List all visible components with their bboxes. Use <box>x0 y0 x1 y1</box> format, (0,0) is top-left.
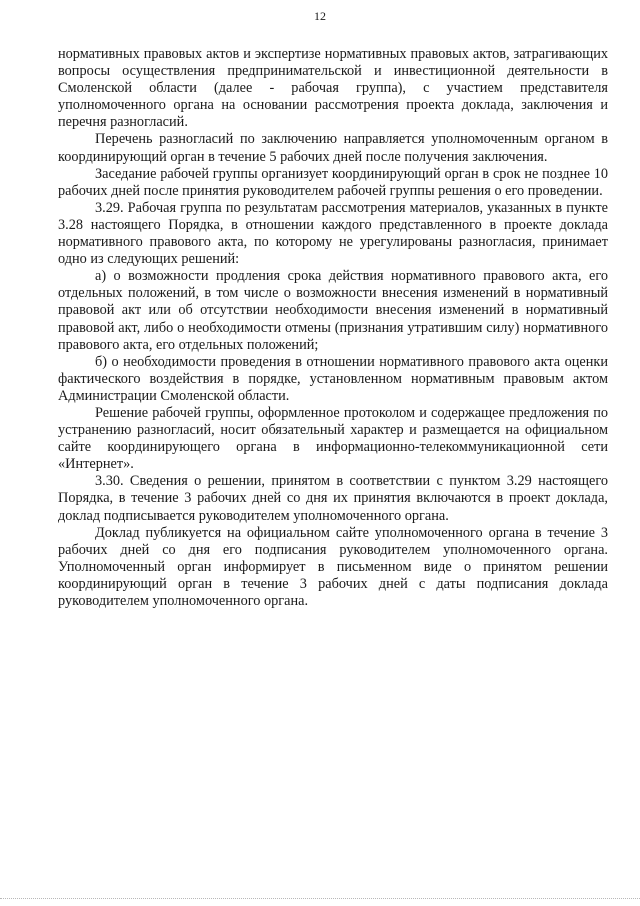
paragraph-3-29-item-b: б) о необходимости проведения в отношении нормативного правового акта оценки фактического воздействия в порядке, установленном нормативным правовым актом Администрации Смоленской области. <box>58 353 608 404</box>
paragraph-meeting-organization: Заседание рабочей группы организует координирующий орган в срок не позднее 10 рабочих дней после принятия руководителем рабочей группы решения о его проведении. <box>58 165 608 199</box>
paragraph-report-publication: Доклад публикуется на официальном сайте уполномоченного органа в течение 3 рабочих дней со дня его подписания руководителем уполномоченного органа. Уполномоченный орган информирует в письменном виде о принятом решении координирующий орган в течение 3 рабочих дней с даты подписания доклада руководителем уполномоченного органа. <box>58 524 608 609</box>
paragraph-working-group-continuation: нормативных правовых актов и экспертизе нормативных правовых актов, затрагивающих вопросы осуществления предпринимательской и инвестиционной деятельности в Смоленской области (далее - рабочая группа), с участием представителя уполномоченного органа на основании рассмотрения проекта доклада, заключения и перечня разногласий. <box>58 46 608 131</box>
document-body <box>58 46 608 610</box>
paragraph-3-30: 3.30. Сведения о решении, принятом в соответствии с пунктом 3.29 настоящего Порядка, в течение 3 рабочих дней со дня их принятия включаются в проект доклада, доклад подписывается руководителем уполномоченного органа. <box>58 473 608 524</box>
paragraph-3-29: 3.29. Рабочая группа по результатам рассмотрения материалов, указанных в пункте 3.28 настоящего Порядка, в отношении каждого представленного в проекте доклада нормативного правового акта, по которому не урегулированы разногласия, принимает одно из следующих решений: <box>58 199 608 268</box>
paragraph-disagreements-list: Перечень разногласий по заключению направляется уполномоченным органом в координирующий орган в течение 5 рабочих дней после получения заключения. <box>58 131 608 165</box>
paragraph-3-29-item-a: а) о возможности продления срока действия нормативного правового акта, его отдельных положений, в том числе о возможности внесения изменений в нормативный правовой акт или об отсутствии необходимости внесения изменений в нормативный правовой акт, либо о необходимости отмены (признания утратившим силу) нормативного правового акта, его отдельных положений; <box>58 268 608 353</box>
page-number: 12 <box>314 9 326 23</box>
paragraph-decision: Решение рабочей группы, оформленное протоколом и содержащее предложения по устранению разногласий, носит обязательный характер и размещается на официальном сайте координирующего органа в информационно-телекоммуникационной сети «Интернет». <box>58 404 608 473</box>
